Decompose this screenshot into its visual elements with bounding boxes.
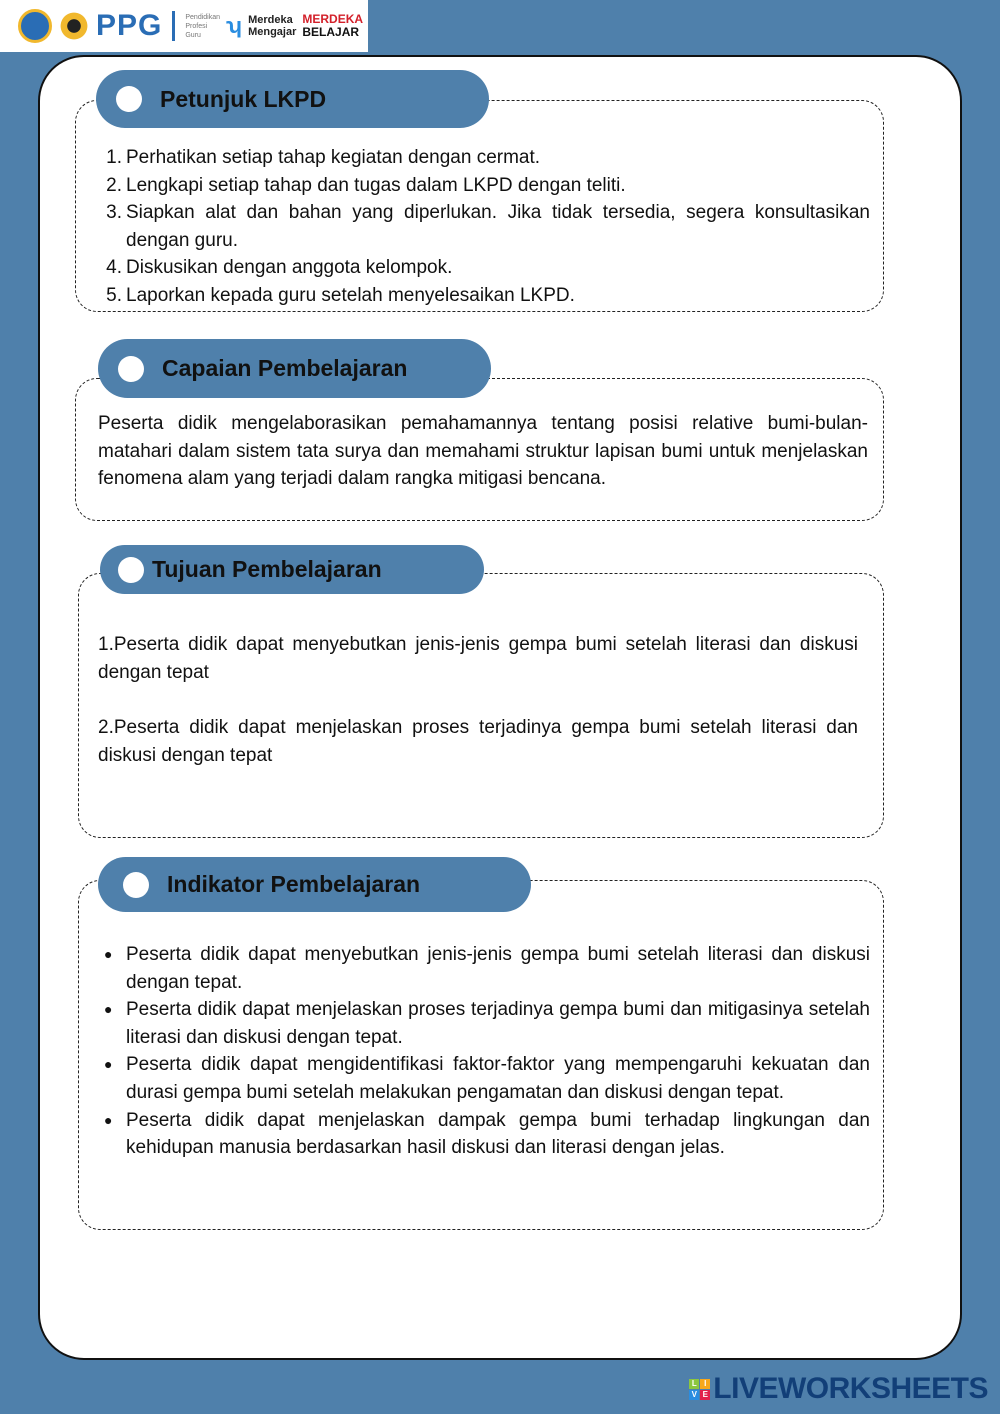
item-text: Peserta didik dapat mengidentifikasi faktor-faktor yang mempengaruhi kekuatan dan durasi gempa bumi setelah melakukan pengamatan dan diskusi dengan tepat.: [126, 1054, 870, 1103]
list-item: 5. Laporkan kepada guru setelah menyelesaikan LKPD.: [98, 282, 870, 310]
section-header-indikator: [98, 857, 531, 912]
capaian-text: Peserta didik mengelaborasikan pemahamannya tentang posisi relative bumi-bulan-matahari dalam sistem tata surya dan memahami struktur lapisan bumi untuk menjelaskan fenomena alam yang terjadi dalam rangka mitigasi bencana.: [98, 413, 868, 490]
logo-line: BELAJAR: [302, 25, 360, 39]
liveworksheets-logo: [689, 1372, 988, 1406]
tujuan-item: 1.Peserta didik dapat menyebutkan jenis-jenis gempa bumi setelah literasi dan diskusi dengan tepat: [98, 634, 858, 683]
section-header-petunjuk: [96, 70, 489, 128]
list-item: ● Peserta didik dapat menjelaskan dampak gempa bumi terhadap lingkungan dan kehidupan manusia berdasarkan hasil diskusi dan literasi dengan jelas.: [98, 1107, 870, 1162]
tujuan-item: 2.Peserta didik dapat menjelaskan proses terjadinya gempa bumi setelah literasi dan diskusi dengan tepat: [98, 717, 858, 766]
logo-line: MERDEKA: [302, 12, 364, 26]
subtitle-line: Guru: [185, 31, 201, 39]
list-item: 2. Lengkapi setiap tahap dan tugas dalam LKPD dengan teliti.: [98, 172, 870, 200]
section-title: Tujuan Pembelajaran: [152, 556, 382, 582]
item-text: Lengkapi setiap tahap dan tugas dalam LKPD dengan teliti.: [126, 174, 626, 196]
logo-text: LIVEWORKSHEETS: [713, 1372, 988, 1405]
item-text: Peserta didik dapat menjelaskan proses terjadinya gempa bumi dan mitigasinya setelah literasi dan diskusi dengan tepat.: [126, 999, 870, 1048]
item-text: Siapkan alat dan bahan yang diperlukan. Jika tidak tersedia, segera konsultasikan dengan guru.: [126, 202, 870, 251]
list-item: 3. Siapkan alat dan bahan yang diperlukan. Jika tidak tersedia, segera konsultasikan dengan guru.: [98, 199, 870, 254]
logo-line: Merdeka: [248, 14, 293, 26]
bullet-circle-icon: [118, 557, 144, 583]
logo-letter: I: [700, 1379, 710, 1389]
item-text: Laporkan kepada guru setelah menyelesaikan LKPD.: [126, 284, 575, 306]
item-text: Peserta didik dapat menyebutkan jenis-jenis gempa bumi setelah literasi dan diskusi dengan tepat.: [126, 944, 870, 993]
live-blocks-icon: [689, 1379, 710, 1400]
petunjuk-list: [98, 144, 870, 310]
header-logos: [0, 0, 368, 52]
section-header-tujuan: [100, 545, 484, 594]
bullet-circle-icon: [118, 356, 144, 382]
logo-letter: V: [689, 1390, 699, 1400]
merdeka-mengajar-icon: ʮ: [226, 13, 243, 38]
list-item: ● Peserta didik dapat menyebutkan jenis-jenis gempa bumi setelah literasi dan diskusi dengan tepat.: [98, 941, 870, 996]
subtitle-line: Pendidikan: [185, 13, 220, 21]
logo-letter: L: [689, 1379, 699, 1389]
item-text: Peserta didik dapat menjelaskan dampak gempa bumi terhadap lingkungan dan kehidupan manusia berdasarkan hasil diskusi dan literasi dengan jelas.: [126, 1109, 870, 1159]
section-title: Indikator Pembelajaran: [167, 871, 421, 897]
section-header-capaian: [98, 339, 491, 398]
kemendikbud-emblem-icon: [18, 9, 52, 43]
logo-letter: E: [700, 1390, 710, 1400]
section-title: Petunjuk LKPD: [160, 85, 327, 112]
ppg-brand: PPG: [96, 9, 163, 42]
section-title: Capaian Pembelajaran: [162, 355, 408, 381]
list-item: 4. Diskusikan dengan anggota kelompok.: [98, 254, 870, 282]
merdeka-mengajar-logo: [248, 14, 296, 38]
divider: [172, 11, 175, 41]
indikator-list: [98, 941, 870, 1162]
bullet-circle-icon: [123, 872, 149, 898]
tujuan-box: [78, 573, 884, 838]
item-text: Diskusikan dengan anggota kelompok.: [126, 257, 453, 279]
list-item: ● Peserta didik dapat mengidentifikasi faktor-faktor yang mempengaruhi kekuatan dan durasi gempa bumi setelah melakukan pengamatan dan diskusi dengan tepat.: [98, 1051, 870, 1106]
ppg-subtitle: [185, 13, 220, 40]
list-item: 1. Perhatikan setiap tahap kegiatan dengan cermat.: [98, 144, 870, 172]
bullet-circle-icon: [116, 86, 142, 112]
university-emblem-icon: [58, 11, 90, 41]
list-item: ● Peserta didik dapat menjelaskan proses terjadinya gempa bumi dan mitigasinya setelah literasi dan diskusi dengan tepat.: [98, 996, 870, 1051]
logo-line: Mengajar: [248, 26, 297, 38]
merdeka-belajar-logo: [302, 13, 363, 39]
item-text: Perhatikan setiap tahap kegiatan dengan cermat.: [126, 147, 541, 168]
subtitle-line: Profesi: [185, 22, 208, 30]
